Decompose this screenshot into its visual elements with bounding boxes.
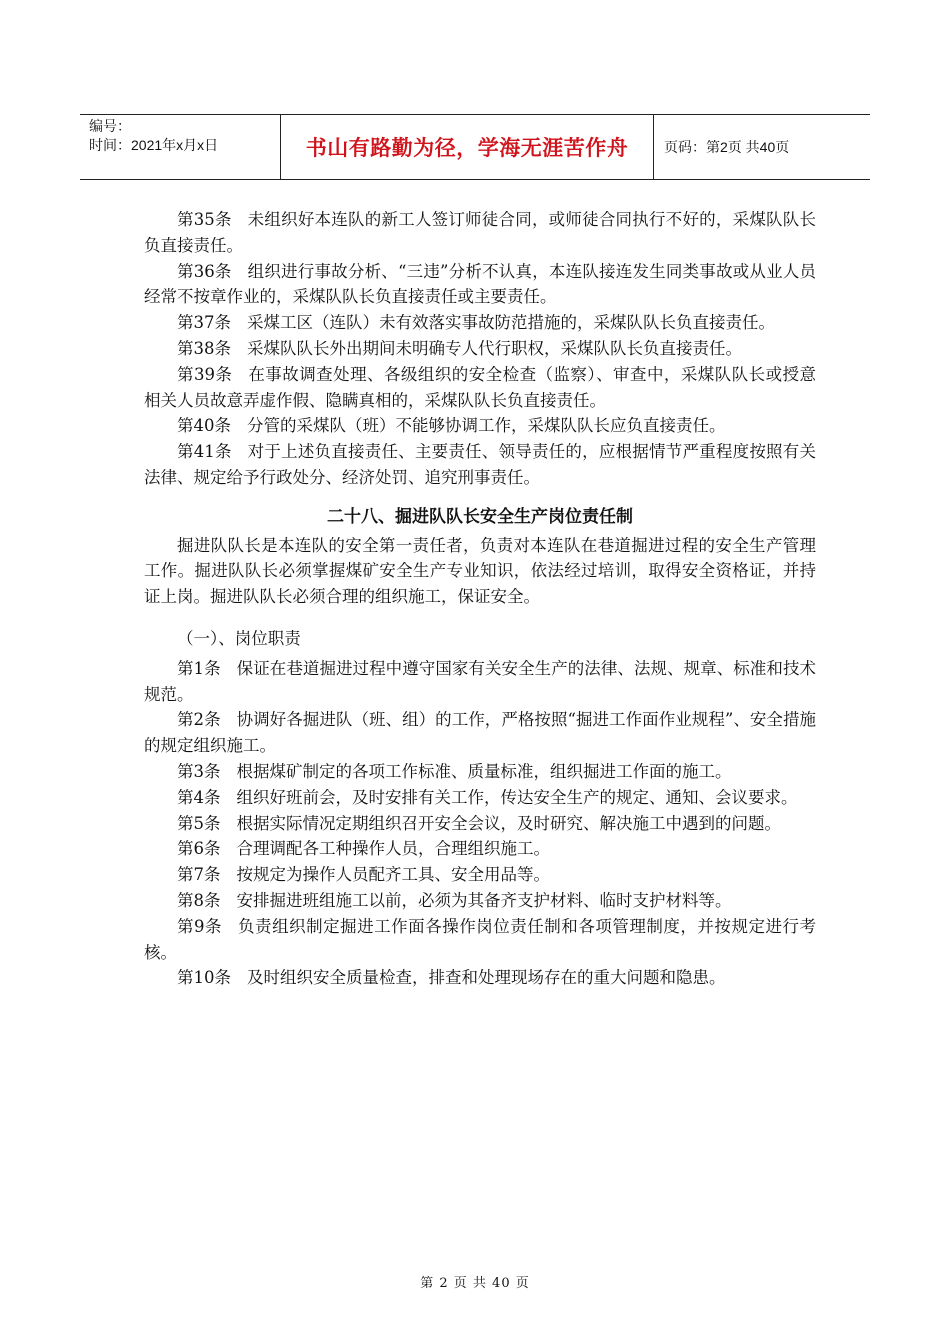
article-number: 第9条 bbox=[177, 916, 223, 936]
document-header bbox=[80, 114, 870, 180]
article-number: 第36条 bbox=[177, 261, 232, 281]
article-text: 采煤队队长外出期间未明确专人代行职权，采煤队队长负直接责任。 bbox=[247, 338, 742, 358]
article-paragraph bbox=[144, 862, 816, 888]
article-text: 按规定为操作人员配齐工具、安全用品等。 bbox=[236, 865, 550, 885]
article-paragraph bbox=[144, 439, 816, 491]
subheading-duties: （一）、岗位职责 bbox=[177, 628, 301, 648]
article-text: 分管的采煤队（班）不能够协调工作，采煤队队长应负直接责任。 bbox=[247, 416, 726, 436]
document-body bbox=[144, 207, 816, 991]
document-number-label: 编号： bbox=[89, 118, 131, 134]
article-text: 在事故调查处理、各级组织的安全检查（监察）、审查中，采煤队队长或授意相关人员故意弄虚作假、隐瞒真相的，采煤队队长负直接责任。 bbox=[144, 364, 817, 410]
header-motto: 书山有路勤为径，学海无涯苦作舟 bbox=[281, 115, 654, 179]
article-paragraph bbox=[144, 707, 816, 759]
article-text: 组织好班前会，及时安排有关工作，传达安全生产的规定、通知、会议要求。 bbox=[236, 787, 798, 807]
article-text: 及时组织安全质量检查，排查和处理现场存在的重大问题和隐患。 bbox=[247, 968, 726, 988]
article-paragraph bbox=[144, 656, 816, 708]
article-number: 第10条 bbox=[177, 968, 231, 988]
article-number: 第7条 bbox=[177, 865, 221, 885]
article-paragraph bbox=[144, 965, 816, 991]
article-paragraph bbox=[144, 759, 816, 785]
article-number: 第37条 bbox=[177, 313, 231, 333]
article-paragraph bbox=[144, 413, 816, 439]
article-paragraph bbox=[144, 811, 816, 837]
article-number: 第40条 bbox=[177, 416, 231, 436]
section-title: 二十八、掘进队队长安全生产岗位责任制 bbox=[327, 506, 633, 527]
article-text: 保证在巷道掘进过程中遵守国家有关安全生产的法律、法规、规章、标准和技术规范。 bbox=[144, 658, 817, 704]
article-paragraph bbox=[144, 836, 816, 862]
article-paragraph bbox=[144, 207, 816, 259]
page-footer: 第 2 页 共 40 页 bbox=[420, 1276, 530, 1291]
article-paragraph bbox=[144, 785, 816, 811]
article-text: 组织进行事故分析、“三违”分析不认真，本连队接连发生同类事故或从业人员经常不按章作业的，采煤队队长负直接责任或主要责任。 bbox=[144, 261, 817, 307]
article-text: 未组织好本连队的新工人签订师徒合同，或师徒合同执行不好的，采煤队队长负直接责任。 bbox=[144, 210, 817, 255]
article-number: 第41条 bbox=[177, 442, 232, 462]
article-text: 合理调配各工种操作人员，合理组织施工。 bbox=[236, 839, 550, 859]
article-number: 第1条 bbox=[177, 658, 221, 678]
intro-paragraph: 掘进队队长是本连队的安全第一责任者，负责对本连队在巷道掘进过程的安全生产管理工作。掘进队队长必须掌握煤矿安全生产专业知识，依法经过培训，取得安全资格证，并持证上岗。掘进队队长必须合理的组织施工，保证安全。 bbox=[144, 535, 816, 607]
article-number: 第38条 bbox=[177, 338, 231, 358]
article-text: 负责组织制定掘进工作面各操作岗位责任制和各项管理制度，并按规定进行考核。 bbox=[144, 916, 817, 962]
article-number: 第6条 bbox=[177, 839, 221, 859]
document-time: 时间：2021年x月x日 bbox=[89, 137, 219, 153]
article-paragraph bbox=[144, 336, 816, 362]
articles-duties bbox=[144, 656, 816, 991]
article-number: 第8条 bbox=[177, 890, 221, 910]
article-text: 采煤工区（连队）未有效落实事故防范措施的，采煤队队长负直接责任。 bbox=[247, 313, 775, 333]
article-number: 第3条 bbox=[177, 761, 221, 781]
article-text: 对于上述负直接责任、主要责任、领导责任的，应根据情节严重程度按照有关法律、规定给予行政处分、经济处罚、追究刑事责任。 bbox=[144, 442, 817, 487]
article-text: 根据煤矿制定的各项工作标准、质量标准，组织掘进工作面的施工。 bbox=[236, 761, 732, 781]
article-text: 安排掘进班组施工以前，必须为其备齐支护材料、临时支护材料等。 bbox=[236, 890, 732, 910]
article-text: 根据实际情况定期组织召开安全会议，及时研究、解决施工中遇到的问题。 bbox=[236, 813, 781, 833]
articles-section-27 bbox=[144, 207, 816, 491]
article-paragraph bbox=[144, 888, 816, 914]
header-meta bbox=[80, 115, 281, 179]
article-paragraph bbox=[144, 914, 816, 966]
article-paragraph bbox=[144, 362, 816, 414]
article-number: 第35条 bbox=[177, 210, 232, 229]
article-number: 第4条 bbox=[177, 787, 221, 807]
article-number: 第2条 bbox=[177, 710, 221, 730]
article-number: 第39条 bbox=[177, 364, 233, 384]
article-paragraph bbox=[144, 259, 816, 311]
header-page-info: 页码：第2页 共40页 bbox=[664, 139, 790, 155]
article-number: 第5条 bbox=[177, 813, 221, 833]
article-paragraph bbox=[144, 310, 816, 336]
article-text: 协调好各掘进队（班、组）的工作，严格按照“掘进工作面作业规程”、安全措施的规定组织施工。 bbox=[144, 710, 817, 756]
